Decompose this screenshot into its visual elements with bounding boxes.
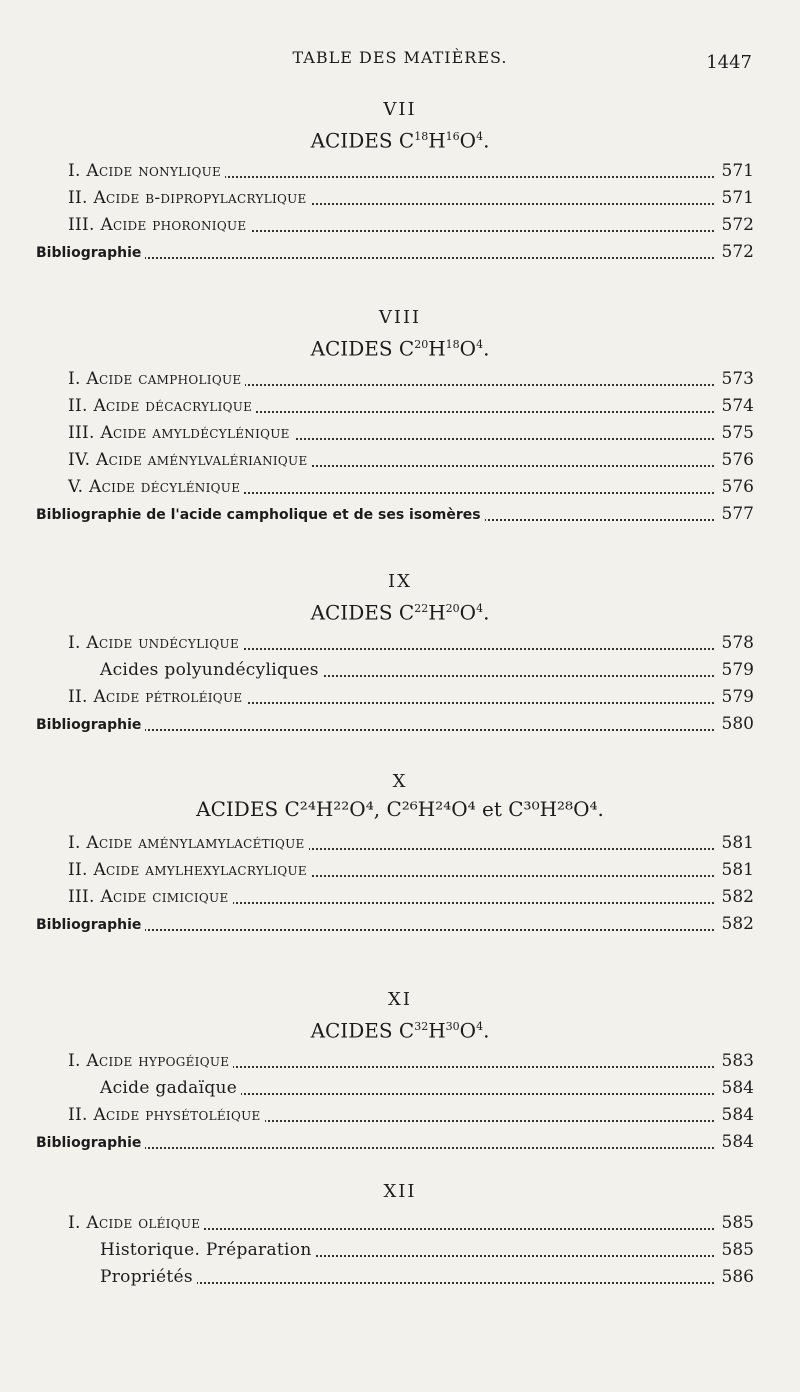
entry-page-number: 572 — [714, 239, 754, 266]
entry-list — [0, 1210, 800, 1291]
toc-entry — [68, 684, 754, 711]
entry-label: Bibliographie — [36, 1135, 145, 1151]
entry-label: Bibliographie — [36, 917, 145, 933]
section-xi — [0, 988, 800, 1156]
entry-page-number: 578 — [714, 630, 754, 657]
entry-label: I. Acide nonylique — [68, 161, 225, 181]
entry-list — [0, 830, 800, 938]
entry-label: Historique. Préparation — [100, 1240, 316, 1260]
toc-entry — [68, 474, 754, 501]
toc-entry — [100, 1264, 754, 1291]
entry-label: I. Acide undécylique — [68, 633, 243, 653]
section-x — [0, 770, 800, 938]
section-title: ACIDES $C^{32}H^{30}O^4$. — [310, 1018, 490, 1043]
entry-page-number: 571 — [714, 185, 754, 212]
section-title: ACIDES $C^{20}H^{18}O^4$. — [310, 336, 490, 361]
toc-entry — [100, 1075, 754, 1102]
entry-label: II. Acide amylhexylacrylique — [68, 860, 311, 880]
toc-entry — [68, 1048, 754, 1075]
entry-page-number: 576 — [714, 474, 754, 501]
entry-page-number: 576 — [714, 447, 754, 474]
entry-list — [0, 1048, 800, 1156]
toc-entry — [68, 1210, 754, 1237]
entry-list — [0, 158, 800, 266]
toc-entry — [68, 185, 754, 212]
entry-list — [0, 366, 800, 528]
section-number: VII — [383, 99, 417, 120]
entry-label: I. Acide oléique — [68, 1213, 204, 1233]
toc-entry — [68, 857, 754, 884]
toc-entry — [100, 1237, 754, 1264]
section-xii — [0, 1180, 800, 1291]
entry-page-number: 583 — [714, 1048, 754, 1075]
entry-label: Bibliographie — [36, 717, 145, 733]
toc-entry — [68, 630, 754, 657]
entry-page-number: 575 — [714, 420, 754, 447]
entry-page-number: 579 — [714, 684, 754, 711]
section-number: XII — [383, 1181, 417, 1202]
entry-page-number: 581 — [714, 830, 754, 857]
section-number: X — [392, 771, 408, 792]
section-number: XI — [388, 989, 412, 1010]
entry-label: I. Acide hypogéique — [68, 1051, 233, 1071]
entry-label: V. Acide décylénique — [68, 477, 244, 497]
toc-entry — [68, 393, 754, 420]
entry-page-number: 582 — [714, 911, 754, 938]
bibliography-entry — [36, 911, 754, 938]
toc-entry — [68, 158, 754, 185]
entry-label: III. Acide cimicique — [68, 887, 233, 907]
bibliography-entry — [36, 239, 754, 266]
entry-list — [0, 630, 800, 738]
toc-entry — [68, 884, 754, 911]
entry-page-number: 579 — [714, 657, 754, 684]
entry-label: II. Acide β-dipropylacrylique — [68, 188, 311, 208]
section-viii — [0, 306, 800, 528]
entry-page-number: 580 — [714, 711, 754, 738]
entry-label: Bibliographie de l'acide campholique et de ses isomères — [36, 507, 485, 523]
section-number: IX — [388, 571, 412, 592]
entry-label: I. Acide aménylamylacétique — [68, 833, 309, 853]
entry-page-number: 572 — [714, 212, 754, 239]
entry-page-number: 571 — [714, 158, 754, 185]
entry-label: III. Acide amyldécylénique — [68, 423, 294, 443]
entry-label: Acides polyundécyliques — [100, 660, 323, 680]
section-title: ACIDES $C^{18}H^{16}O^4$. — [310, 128, 490, 153]
entry-label: II. Acide décacrylique — [68, 396, 256, 416]
entry-page-number: 582 — [714, 884, 754, 911]
entry-page-number: 585 — [714, 1237, 754, 1264]
entry-label: III. Acide phoronique — [68, 215, 250, 235]
entry-page-number: 573 — [714, 366, 754, 393]
section-title: ACIDES $C^{22}H^{20}O^4$. — [310, 600, 490, 625]
entry-label: Acide gadaïque — [100, 1078, 241, 1098]
entry-page-number: 577 — [714, 501, 754, 528]
section-vii — [0, 98, 800, 266]
running-title: TABLE DES MATIÈRES. — [292, 48, 508, 67]
section-ix — [0, 570, 800, 738]
entry-label: IV. Acide aménylvalérianique — [68, 450, 312, 470]
entry-page-number: 586 — [714, 1264, 754, 1291]
entry-label: Propriétés — [100, 1267, 197, 1287]
entry-page-number: 585 — [714, 1210, 754, 1237]
section-number: VIII — [378, 307, 422, 328]
toc-entry — [68, 447, 754, 474]
toc-entry — [68, 830, 754, 857]
entry-page-number: 584 — [714, 1102, 754, 1129]
toc-entry — [68, 212, 754, 239]
running-head — [0, 48, 800, 72]
toc-entry — [68, 1102, 754, 1129]
section-title: ACIDES C²⁴H²²O⁴, C²⁶H²⁴O⁴ et C³⁰H²⁸O⁴. — [196, 797, 604, 821]
entry-label: II. Acide pétroléique — [68, 687, 246, 707]
page-number: 1447 — [706, 52, 752, 73]
bibliography-entry — [36, 501, 754, 528]
toc-entry — [68, 420, 754, 447]
entry-page-number: 584 — [714, 1129, 754, 1156]
bibliography-entry — [36, 1129, 754, 1156]
entry-page-number: 574 — [714, 393, 754, 420]
entry-page-number: 584 — [714, 1075, 754, 1102]
entry-label: II. Acide physétoléique — [68, 1105, 265, 1125]
toc-entry — [68, 366, 754, 393]
entry-page-number: 581 — [714, 857, 754, 884]
toc-entry — [100, 657, 754, 684]
entry-label: I. Acide campholique — [68, 369, 245, 389]
bibliography-entry — [36, 711, 754, 738]
entry-label: Bibliographie — [36, 245, 145, 261]
